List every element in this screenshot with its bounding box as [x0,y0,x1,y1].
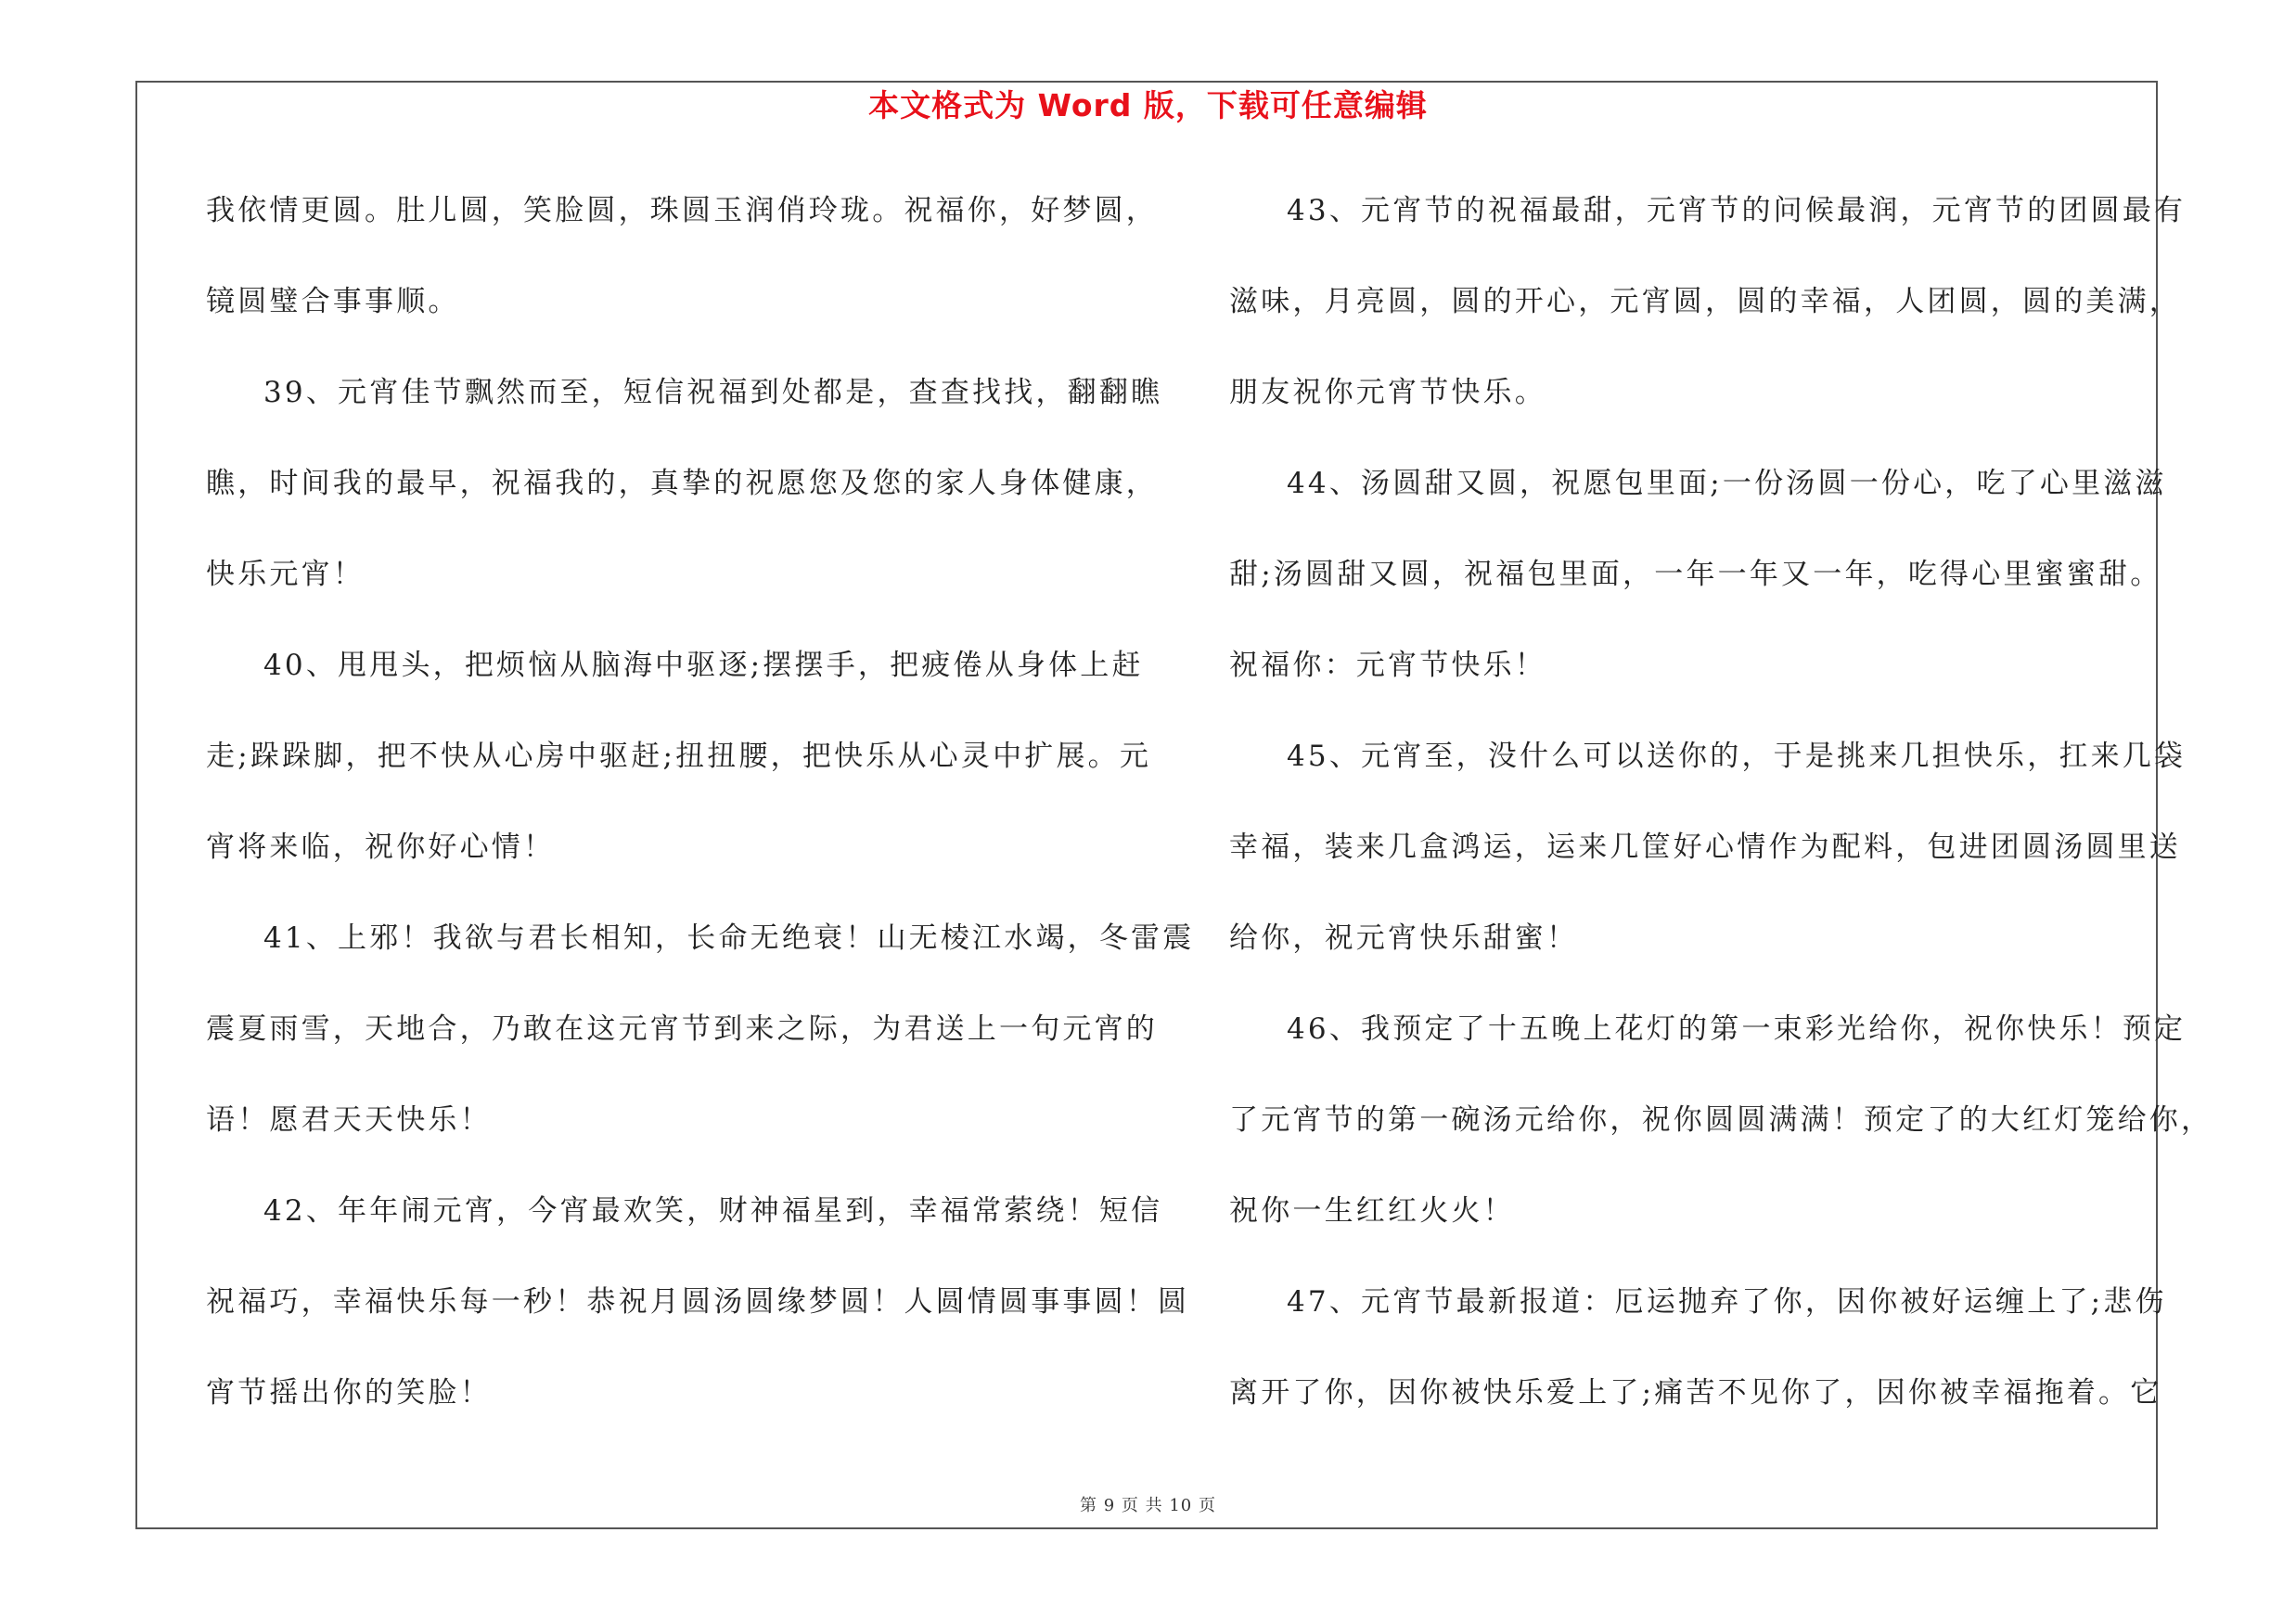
text-line: 44、汤圆甜又圆，祝愿包里面;一份汤圆一份心，吃了心里滋滋 [1287,467,2167,500]
text-line: 45、元宵至，没什么可以送你的，于是挑来几担快乐，扛来几袋 [1287,740,2187,773]
text-line: 了元宵节的第一碗汤元给你，祝你圆圆满满！预定了的大红灯笼给你， [1229,1103,2213,1137]
text-line: 宵将来临，祝你好心情！ [206,831,556,864]
text-line: 42、年年闹元宵，今宵最欢笑，财神福星到，幸福常萦绕！短信 [263,1194,1163,1228]
text-line: 瞧，时间我的最早，祝福我的，真挚的祝愿您及您的家人身体健康， [206,467,1158,500]
left-text-column [206,184,1195,1457]
text-line: 祝福你：元宵节快乐！ [1229,649,1546,682]
text-line: 走;跺跺脚，把不快从心房中驱赶;扭扭腰，把快乐从心灵中扩展。元 [206,740,1152,773]
page-number-footer: 第 9 页 共 10 页 [1080,1496,1216,1515]
text-line: 我依情更圆。肚儿圆，笑脸圆，珠圆玉润俏玲珑。祝福你，好梦圆， [206,194,1158,227]
text-line: 幸福，装来几盒鸿运，运来几筐好心情作为配料，包进团圆汤圆里送 [1229,831,2181,864]
text-line: 46、我预定了十五晚上花灯的第一束彩光给你，祝你快乐！预定 [1287,1012,2187,1046]
text-line: 快乐元宵！ [206,558,365,591]
text-line: 震夏雨雪，天地合，乃敢在这元宵节到来之际，为君送上一句元宵的 [206,1012,1158,1046]
text-line: 滋味，月亮圆，圆的开心，元宵圆，圆的幸福，人团圆，圆的美满， [1229,285,2181,318]
right-text-column [1229,184,2213,1457]
text-line: 39、元宵佳节飘然而至，短信祝福到处都是，查查找找，翻翻瞧 [263,376,1163,409]
text-line: 给你，祝元宵快乐甜蜜！ [1229,921,1579,955]
text-line: 43、元宵节的祝福最甜，元宵节的问候最润，元宵节的团圆最有 [1287,194,2187,227]
text-line: 语！愿君天天快乐！ [206,1103,492,1137]
text-line: 镜圆璧合事事顺。 [206,285,460,318]
text-line: 离开了你，因你被快乐爱上了;痛苦不见你了，因你被幸福拖着。它 [1229,1376,2162,1410]
text-line: 祝你一生红红火火！ [1229,1194,1515,1228]
editable-notice-header: 本文格式为 Word 版，下载可任意编辑 [868,87,1428,123]
text-line: 40、甩甩头，把烦恼从脑海中驱逐;摆摆手，把疲倦从身体上赶 [263,649,1144,682]
text-line: 宵节摇出你的笑脸！ [206,1376,492,1410]
text-line: 朋友祝你元宵节快乐。 [1229,376,1546,409]
text-line: 甜;汤圆甜又圆，祝福包里面，一年一年又一年，吃得心里蜜蜜甜。 [1229,558,2162,591]
text-line: 41、上邪！我欲与君长相知，长命无绝衰！山无棱江水竭，冬雷震 [263,921,1195,955]
text-line: 47、元宵节最新报道：厄运抛弃了你，因你被好运缠上了;悲伤 [1287,1285,2167,1319]
text-line: 祝福巧，幸福快乐每一秒！恭祝月圆汤圆缘梦圆！人圆情圆事事圆！圆 [206,1285,1190,1319]
